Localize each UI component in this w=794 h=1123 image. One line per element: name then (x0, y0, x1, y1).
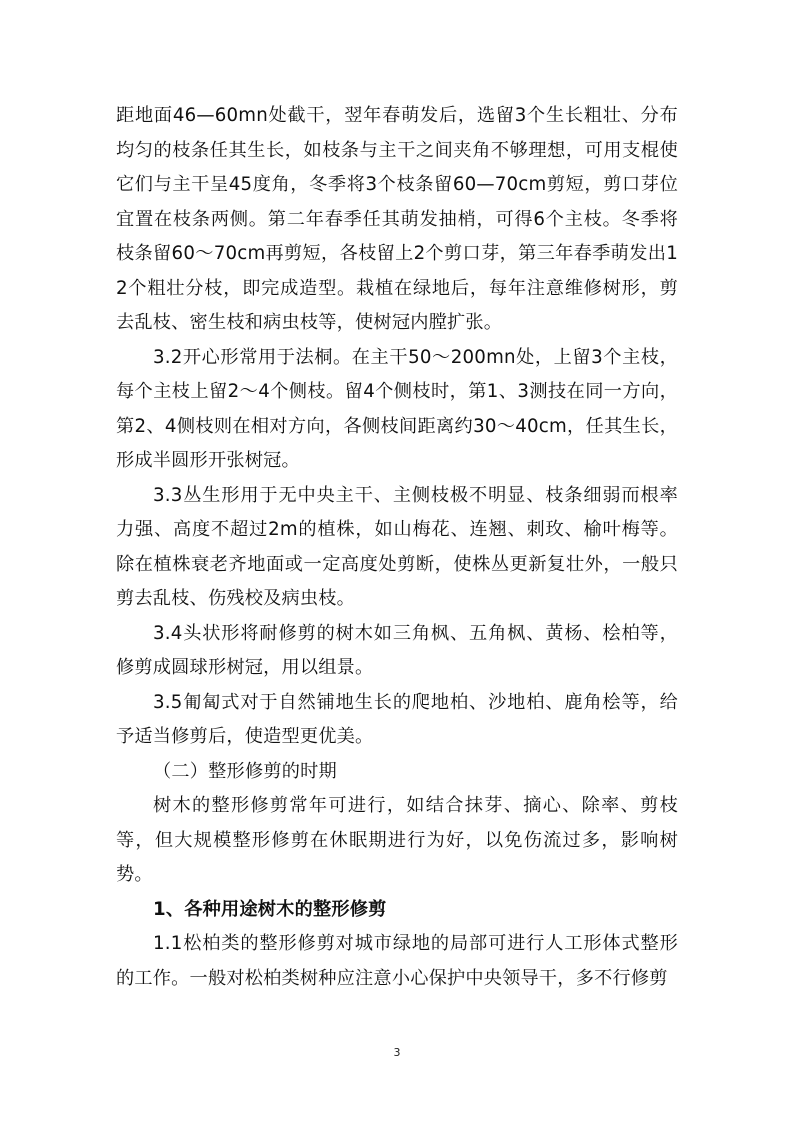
section-heading-tree-uses: 1、各种用途树木的整形修剪 (153, 898, 387, 920)
paragraph-creeping-form: 3.5匍匐式对于自然铺地生长的爬地柏、沙地柏、鹿角桧等，给予适当修剪后，使造型更优美。 (116, 691, 678, 747)
section-heading-pruning-period: （二）整形修剪的时期 (153, 760, 337, 782)
document-body (116, 99, 678, 996)
paragraph-open-center-form: 3.2开心形常用于法桐。在主干50～200mn处，上留3个主枝，每个主枝上留2～4个侧枝。留4个侧枝时，第1、3测技在同一方向，第2、4侧枝则在相对方向，各侧枝间距离约30～40cm，任其生长，形成半圆形开张树冠。 (116, 346, 678, 471)
paragraph-pruning-period: 树木的整形修剪常年可进行，如结合抹芽、摘心、除率、剪枝等，但大规模整形修剪在休眠期进行为好，以免伤流过多，影响树势。 (116, 795, 678, 885)
paragraph-pine-cypress: 1.1松柏类的整形修剪对城市绿地的局部可进行人工形体式整形的工作。一般对松柏类树种应注意小心保护中央领导干，多不行修剪 (116, 933, 678, 989)
paragraph-head-form: 3.4头状形将耐修剪的树木如三角枫、五角枫、黄杨、桧柏等，修剪成圆球形树冠，用以组景。 (116, 622, 678, 678)
paragraph-continued-pruning: 距地面46—60mn处截干，翌年春萌发后，选留3个生长粗壮、分布均匀的枝条任其生长，如枝条与主干之间夹角不够理想，可用支棍使它们与主干呈45度角，冬季将3个枝条留60—70cm剪短，剪口芽位宜置在枝条两侧。第二年春季任其萌发抽梢，可得6个主枝。冬季将枝条留60～70cm再剪短，各枝留上2个剪口芽，第三年春季萌发出12个粗壮分枝，即完成造型。栽植在绿地后，每年注意维修树形，剪去乱枝、密生枝和病虫枝等，使树冠内膛扩张。 (116, 105, 678, 333)
paragraph-clump-form: 3.3丛生形用于无中央主干、主侧枝极不明显、枝条细弱而根率力强、高度不超过2m的植株，如山梅花、连翘、刺玫、榆叶梅等。除在植株衰老齐地面或一定高度处剪断，使株丛更新复壮外，一般只剪去乱枝、伤残校及病虫枝。 (116, 484, 678, 609)
page-number: 3 (393, 1046, 401, 1059)
